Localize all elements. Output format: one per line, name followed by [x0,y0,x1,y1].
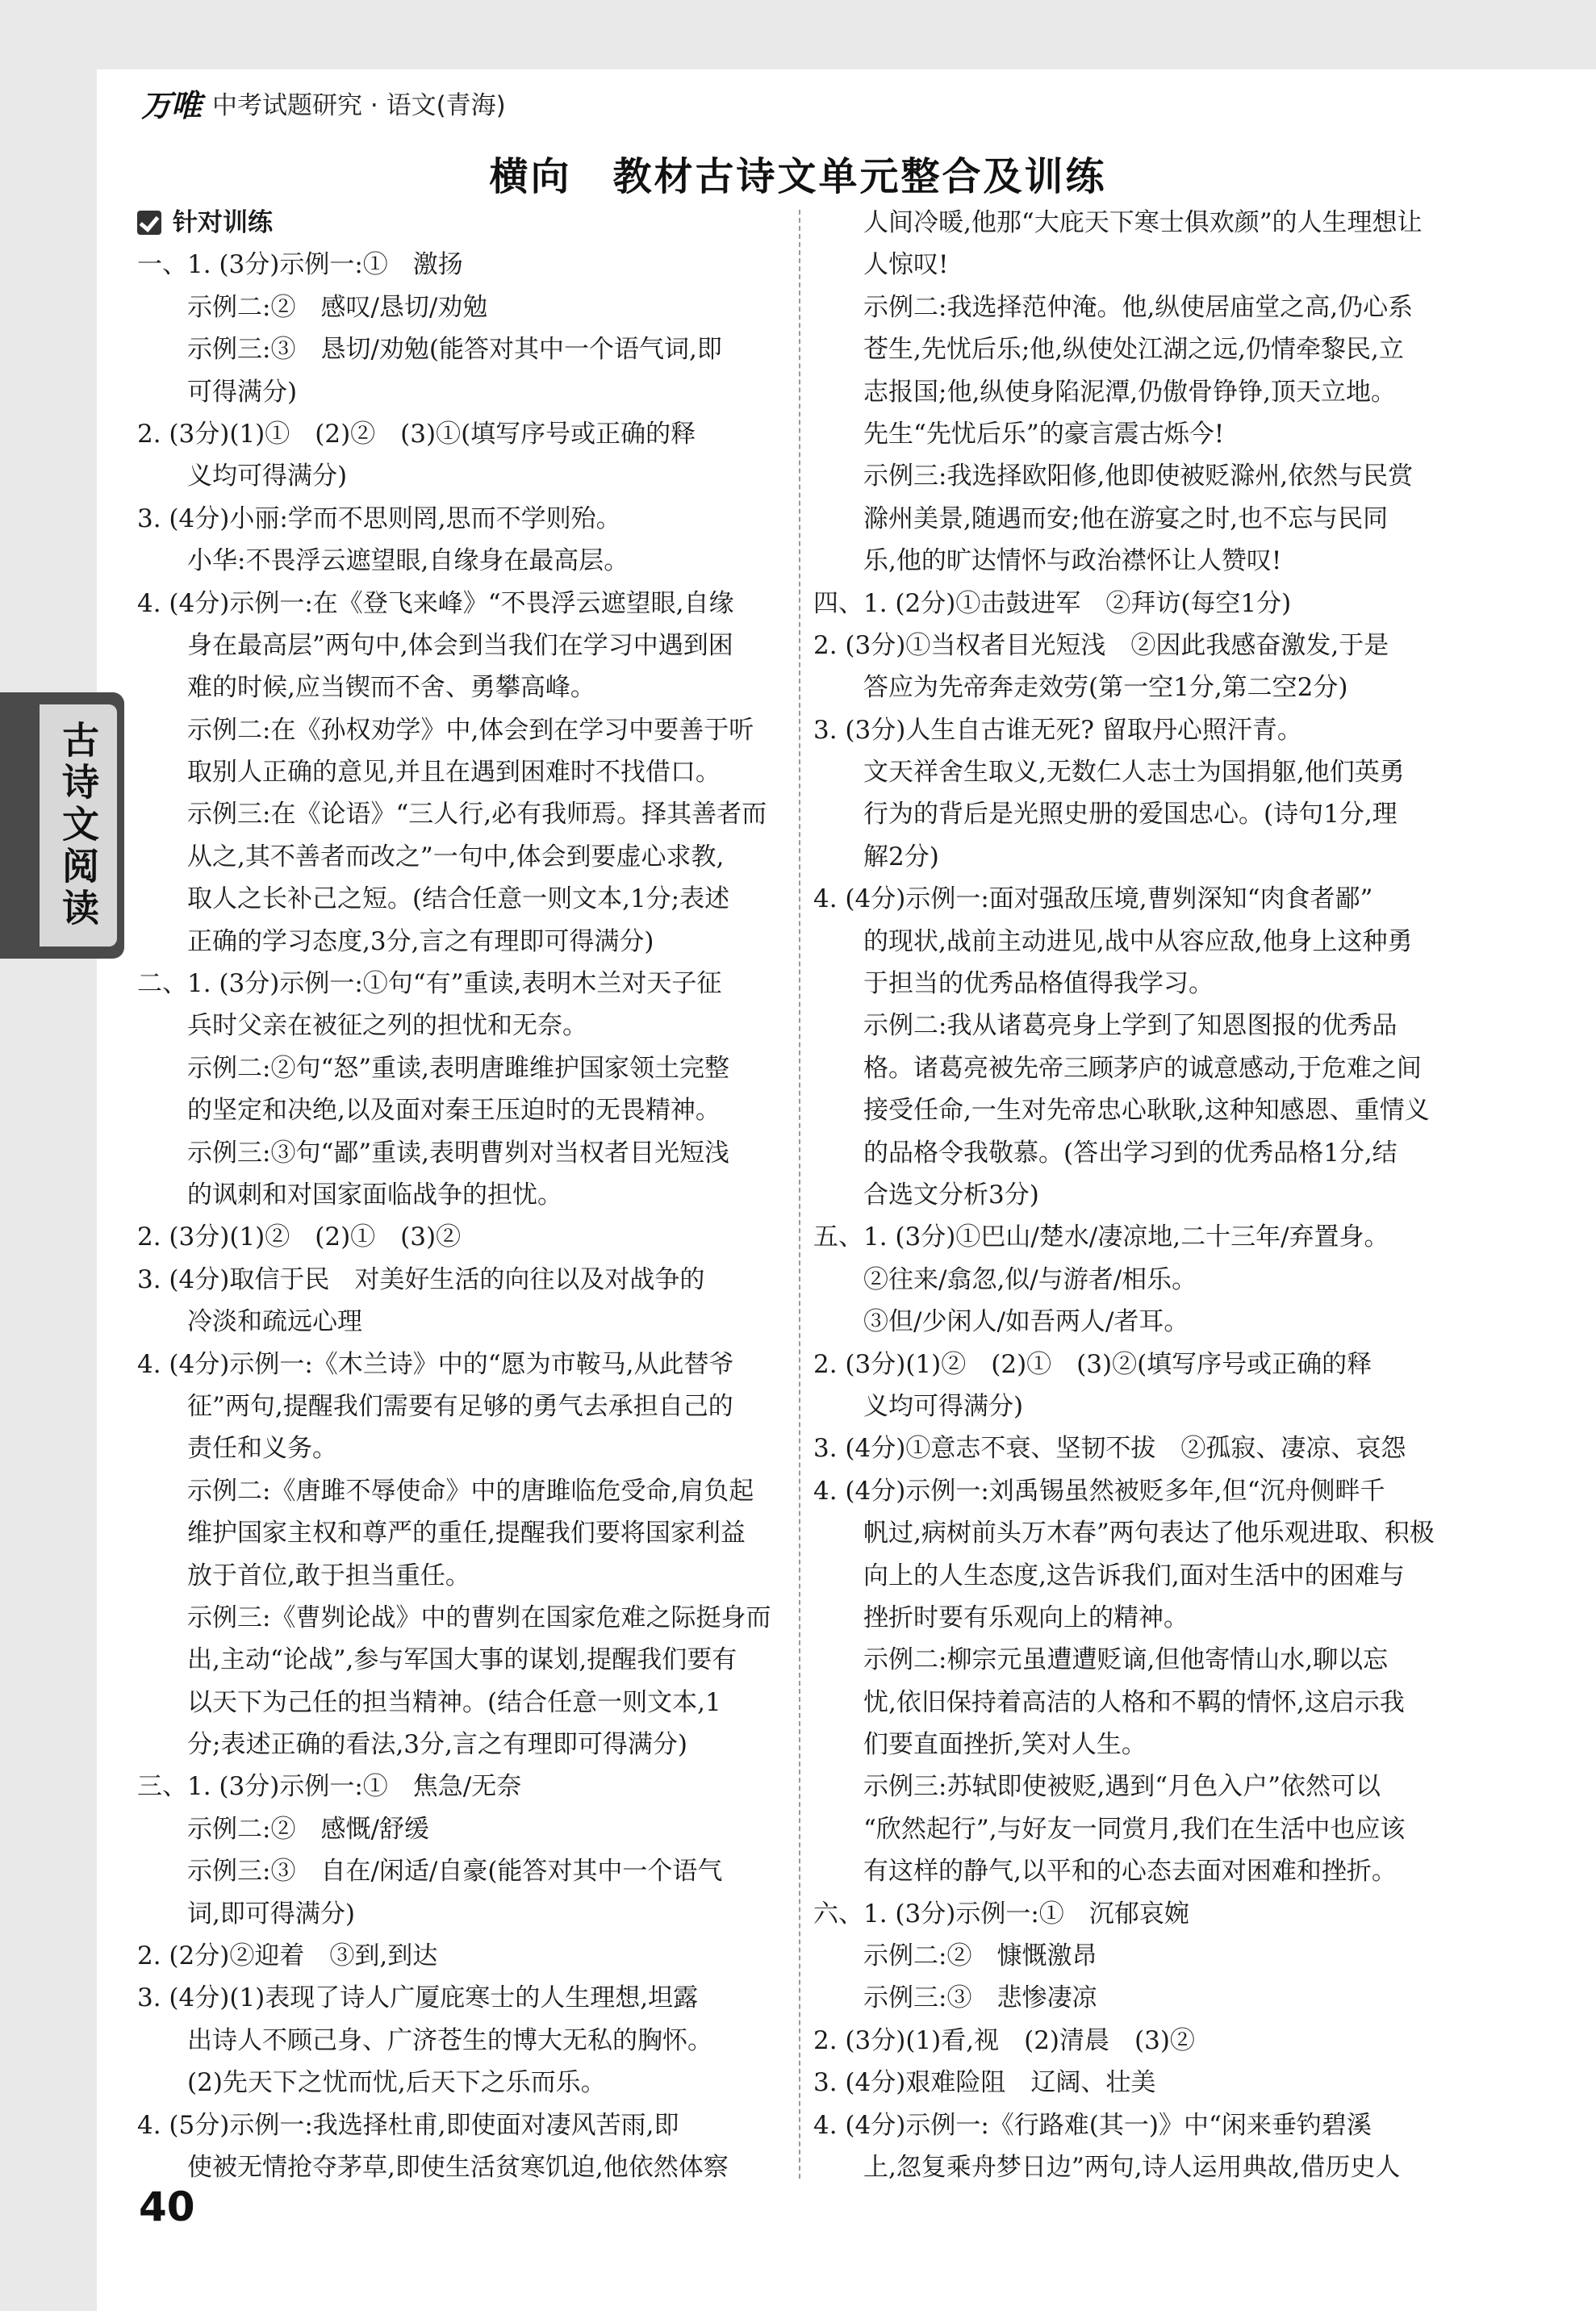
answer-line: 帆过,病树前头万木春”两句表达了他乐观进取、积极 [813,1519,1435,1548]
answer-line: 示例三:《曹刿论战》中的曹刿在国家危难之际挺身而 [137,1603,771,1632]
answer-line: 志报国;他,纵使身陷泥潭,仍傲骨铮铮,顶天立地。 [813,377,1397,407]
answer-line: 责任和义务。 [137,1434,337,1464]
page-header [141,82,506,123]
answer-line: 五、1. (3分)①巴山/楚水/凄凉地,二十三年/弃置身。 [813,1222,1389,1252]
answer-line: 放于首位,敢于担当重任。 [137,1561,470,1590]
answer-line: 示例二:我从诸葛亮身上学到了知恩图报的优秀品 [813,1011,1398,1041]
answer-line: 冷淡和疏远心理 [137,1307,362,1337]
column-divider [799,210,800,2179]
answer-line: 2. (3分)①当权者目光短浅 ②因此我感奋激发,于是 [813,630,1389,660]
answer-line: 示例三:③ 自在/闲适/自豪(能答对其中一个语气 [137,1857,723,1887]
answer-line: 出诗人不顾己身、广济苍生的博大无私的胸怀。 [137,2025,712,2055]
answer-line: 示例三:苏轼即使被贬,遇到“月色入户”依然可以 [813,1772,1381,1802]
answer-line: 3. (4分)艰难险阻 辽阔、壮美 [813,2068,1156,2098]
answer-line: 示例三:我选择欧阳修,他即使被贬滁州,依然与民赏 [813,462,1414,491]
answer-line: 4. (4分)示例一:面对强敌压境,曹刿深知“肉食者鄙” [813,884,1373,914]
answer-line: 挫折时要有乐观向上的精神。 [813,1603,1189,1632]
answer-line: 义均可得满分) [137,462,348,491]
answer-line: 乐,他的旷达情怀与政治襟怀让人赞叹! [813,546,1282,576]
side-tab-label: 古诗文阅读 [40,704,117,947]
answer-line: 文天祥舍生取义,无数仁人志士为国捐躯,他们英勇 [813,758,1405,788]
answer-line: 3. (3分)人生自古谁无死? 留取丹心照汗青。 [813,715,1302,745]
answer-line: 义均可得满分) [813,1391,1024,1421]
answer-line: 2. (3分)(1)② (2)① (3)② [137,1222,462,1252]
answer-line: ③但/少闲人/如吾两人/者耳。 [813,1307,1189,1337]
answer-line: 人间冷暖,他那“大庇天下寒士俱欢颜”的人生理想让 [813,208,1423,237]
answer-line: 难的时候,应当锲而不舍、勇攀高峰。 [137,673,595,703]
answer-line: 2. (3分)(1)看,视 (2)清晨 (3)② [813,2025,1195,2055]
answer-line: 4. (4分)示例一:《木兰诗》中的“愿为市鞍马,从此替爷 [137,1349,734,1379]
answer-line: 合选文分析3分) [813,1180,1039,1210]
answer-line: ②往来/翕忽,似/与游者/相乐。 [813,1264,1197,1294]
answer-line: 征”两句,提醒我们需要有足够的勇气去承担自己的 [137,1391,733,1421]
answer-line: 示例三:③句“鄙”重读,表明曹刿对当权者目光短浅 [137,1138,729,1168]
answer-line: 滁州美景,随遇而安;他在游宴之时,也不忘与民同 [813,504,1389,533]
answer-line: 示例二:柳宗元虽遭遭贬谪,但他寄情山水,聊以忘 [813,1645,1389,1675]
answer-line: 身在最高层”两句中,体会到当我们在学习中遇到困 [137,630,733,660]
answer-line: 先生“先忧后乐”的豪言震古烁今! [813,419,1225,449]
answer-line: 小华:不畏浮云遮望眼,自缘身在最高层。 [137,546,629,576]
answer-line: 可得满分) [137,377,298,407]
main-title: 横向 教材古诗文单元整合及训练 [489,154,1107,199]
answer-line: 示例二:我选择范仲淹。他,纵使居庙堂之高,仍心系 [813,292,1414,322]
answer-line: 4. (4分)示例一:《行路难(其一)》中“闲来垂钓碧溪 [813,2110,1372,2140]
answer-line: 出,主动“论战”,参与军国大事的谋划,提醒我们要有 [137,1645,737,1675]
answer-line: 取人之长补己之短。(结合任意一则文本,1分;表述 [137,884,730,914]
answer-line: 人惊叹! [813,250,949,280]
answer-line: 使被无情抢夺茅草,即使生活贫寒饥迫,他依然体察 [137,2152,729,2182]
brand-logo: 万唯 [141,87,202,123]
answer-line: 从之,其不善者而改之”一句中,体会到要虚心求教, [137,842,725,871]
answer-line: 示例二:② 感慨/舒缓 [137,1814,429,1844]
answer-line: 示例二:② 慷慨激昂 [813,1941,1097,1971]
left-column [137,202,783,2188]
side-tab [0,692,124,959]
answer-line: 兵时父亲在被征之列的担忧和无奈。 [137,1011,587,1041]
answer-line: 2. (3分)(1)② (2)① (3)②(填写序号或正确的释 [813,1349,1372,1379]
answer-line: 解2分) [813,842,939,871]
answer-line: 的讽刺和对国家面临战争的担忧。 [137,1180,562,1210]
answer-line: 词,即可得满分) [137,1899,355,1929]
answer-line: 示例二:在《孙权劝学》中,体会到在学习中要善于听 [137,715,754,745]
answer-line: 示例二:《唐雎不辱使命》中的唐雎临危受命,肩负起 [137,1476,754,1506]
answer-line: “欣然起行”,与好友一同赏月,我们在生活中也应该 [813,1814,1406,1844]
answer-line: 三、1. (3分)示例一:① 焦急/无奈 [137,1772,522,1802]
answer-line: 2. (3分)(1)① (2)② (3)①(填写序号或正确的释 [137,419,696,449]
answer-line: 示例三:③ 悲惨凄凉 [813,1983,1097,2013]
answer-line: 正确的学习态度,3分,言之有理即可得满分) [137,926,654,956]
section-heading [137,202,783,244]
answer-line: 示例二:②句“怒”重读,表明唐雎维护国家领土完整 [137,1053,729,1083]
answer-line: 3. (4分)①意志不衰、坚韧不拔 ②孤寂、凄凉、哀怨 [813,1434,1406,1464]
checkbox-icon [137,211,161,235]
answer-line: 示例三:在《论语》“三人行,必有我师焉。择其善者而 [137,800,767,830]
answer-line: 上,忽复乘舟梦日边”两句,诗人运用典故,借历史人 [813,2152,1401,2182]
answer-line: 2. (2分)②迎着 ③到,到达 [137,1941,438,1971]
answer-line: 3. (4分)(1)表现了诗人广厦庇寒士的人生理想,坦露 [137,1983,699,2013]
answer-line: 接受任命,一生对先帝忠心耿耿,这种知感恩、重情义 [813,1096,1430,1126]
answer-line: 格。诸葛亮被先帝三顾茅庐的诚意感动,于危难之间 [813,1053,1422,1083]
answer-line: 示例二:② 感叹/恳切/劝勉 [137,292,488,322]
answer-line: 的坚定和决绝,以及面对秦王压迫时的无畏精神。 [137,1096,721,1126]
answer-line: 们要直面挫折,笑对人生。 [813,1730,1147,1760]
answer-line: 于担当的优秀品格值得我学习。 [813,969,1214,999]
answer-line: 取别人正确的意见,并且在遇到困难时不找借口。 [137,758,721,788]
book-title: 中考试题研究 · 语文(青海) [212,90,506,120]
answer-line: 分;表述正确的看法,3分,言之有理即可得满分) [137,1730,687,1760]
answer-line: 二、1. (3分)示例一:①句“有”重读,表明木兰对天子征 [137,969,722,999]
answer-line: 苍生,先忧后乐;他,纵使处江湖之远,仍情牵黎民,立 [813,335,1404,365]
right-column [813,202,1459,2188]
answer-line: 有这样的静气,以平和的心态去面对困难和挫折。 [813,1857,1397,1887]
answer-line: 3. (4分)小丽:学而不思则罔,思而不学则殆。 [137,504,621,533]
answer-line: 忧,依旧保持着高洁的人格和不羁的情怀,这启示我 [813,1687,1405,1717]
answer-line: 六、1. (3分)示例一:① 沉郁哀婉 [813,1899,1189,1929]
answer-line: 的品格令我敬慕。(答出学习到的优秀品格1分,结 [813,1138,1398,1168]
answer-line: 行为的背后是光照史册的爱国忠心。(诗句1分,理 [813,800,1398,830]
answer-line: 一、1. (3分)示例一:① 激扬 [137,250,463,280]
answer-line: 4. (4分)示例一:在《登飞来峰》“不畏浮云遮望眼,自缘 [137,588,734,618]
answer-line: 以天下为己任的担当精神。(结合任意一则文本,1 [137,1687,721,1717]
answer-line: 4. (4分)示例一:刘禹锡虽然被贬多年,但“沉舟侧畔千 [813,1476,1385,1506]
answer-line: 四、1. (2分)①击鼓进军 ②拜访(每空1分) [813,588,1292,618]
answer-line: 的现状,战前主动进见,战中从容应敌,他身上这种勇 [813,926,1413,956]
answer-line: 3. (4分)取信于民 对美好生活的向往以及对战争的 [137,1264,705,1294]
page-number: 40 [139,2184,195,2230]
answer-line: 维护国家主权和尊严的重任,提醒我们要将国家利益 [137,1519,746,1548]
answer-line: 答应为先帝奔走效劳(第一空1分,第二空2分) [813,673,1348,703]
answer-line: (2)先天下之忧而忧,后天下之乐而乐。 [137,2068,606,2098]
section-label: 针对训练 [173,208,273,237]
answer-line: 向上的人生态度,这告诉我们,面对生活中的困难与 [813,1561,1405,1590]
answer-line: 4. (5分)示例一:我选择杜甫,即使面对凄风苦雨,即 [137,2110,679,2140]
answer-line: 示例三:③ 恳切/劝勉(能答对其中一个语气词,即 [137,335,722,365]
